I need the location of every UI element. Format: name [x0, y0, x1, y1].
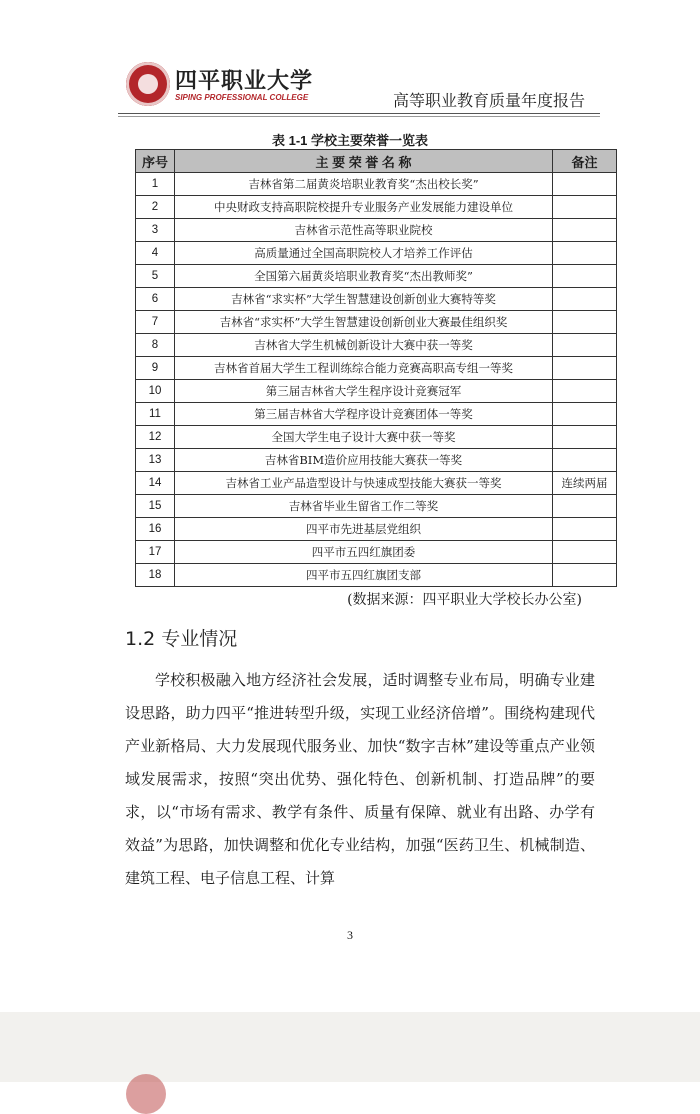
table-row — [136, 564, 617, 587]
data-source-note: (数据来源：四平职业大学校长办公室) — [347, 592, 582, 608]
cell-note: 连续两届 — [553, 472, 617, 495]
cell-honor-name: 高质量通过全国高职院校人才培养工作评估 — [175, 242, 553, 265]
table-row — [136, 495, 617, 518]
page-gap — [0, 1012, 700, 1082]
cell-note — [553, 357, 617, 380]
cell-honor-name: 中央财政支持高职院校提升专业服务产业发展能力建设单位 — [175, 196, 553, 219]
page-number: 3 — [347, 928, 353, 942]
cell-note — [553, 518, 617, 541]
cell-note — [553, 380, 617, 403]
cell-number: 14 — [136, 472, 175, 495]
cell-number: 9 — [136, 357, 175, 380]
cell-honor-name: 吉林省“求实杯”大学生智慧建设创新创业大赛最佳组织奖 — [175, 311, 553, 334]
table-row — [136, 334, 617, 357]
honors-table — [135, 149, 617, 587]
table-row — [136, 219, 617, 242]
header-divider-secondary — [118, 116, 600, 117]
cell-note — [553, 334, 617, 357]
cell-number: 17 — [136, 541, 175, 564]
cell-honor-name: 吉林省示范性高等职业院校 — [175, 219, 553, 242]
cell-honor-name: 吉林省大学生机械创新设计大赛中获一等奖 — [175, 334, 553, 357]
cell-note — [553, 219, 617, 242]
table-row — [136, 288, 617, 311]
cell-number: 6 — [136, 288, 175, 311]
cell-honor-name: 四平市先进基层党组织 — [175, 518, 553, 541]
college-name-cn: 四平职业大学 — [175, 68, 314, 94]
cell-number: 7 — [136, 311, 175, 334]
cell-number: 15 — [136, 495, 175, 518]
cell-note — [553, 541, 617, 564]
cell-note — [553, 449, 617, 472]
header-cell-honor-name: 主 要 荣 誉 名 称 — [175, 150, 553, 173]
cell-number: 4 — [136, 242, 175, 265]
cell-number: 8 — [136, 334, 175, 357]
cell-honor-name: 四平市五四红旗团委 — [175, 541, 553, 564]
table-row — [136, 196, 617, 219]
table-row — [136, 426, 617, 449]
report-title: 高等职业教育质量年度报告 — [392, 91, 585, 110]
table-row — [136, 472, 617, 495]
table-row — [136, 242, 617, 265]
cell-note — [553, 288, 617, 311]
cell-number: 5 — [136, 265, 175, 288]
cell-honor-name: 四平市五四红旗团支部 — [175, 564, 553, 587]
cell-honor-name: 吉林省第二届黄炎培职业教育奖“杰出校长奖” — [175, 173, 553, 196]
cell-number: 13 — [136, 449, 175, 472]
cell-honor-name: 第三届吉林省大学生程序设计竞赛冠军 — [175, 380, 553, 403]
table-row — [136, 311, 617, 334]
cell-honor-name: 全国第六届黄炎培职业教育奖“杰出教师奖” — [175, 265, 553, 288]
table-row — [136, 541, 617, 564]
cell-number: 10 — [136, 380, 175, 403]
cell-honor-name: 全国大学生电子设计大赛中获一等奖 — [175, 426, 553, 449]
table-row — [136, 173, 617, 196]
cell-number: 1 — [136, 173, 175, 196]
table-header-row — [136, 150, 617, 173]
cell-number: 16 — [136, 518, 175, 541]
cell-note — [553, 196, 617, 219]
college-name-en: SIPING PROFESSIONAL COLLEGE — [175, 93, 309, 102]
cell-note — [553, 495, 617, 518]
cell-honor-name: 第三届吉林省大学程序设计竞赛团体一等奖 — [175, 403, 553, 426]
cell-note — [553, 265, 617, 288]
table-row — [136, 380, 617, 403]
cell-honor-name: 吉林省毕业生留省工作二等奖 — [175, 495, 553, 518]
cell-note — [553, 403, 617, 426]
header-cell-note: 备注 — [553, 150, 617, 173]
table-row — [136, 357, 617, 380]
cell-note — [553, 426, 617, 449]
cell-honor-name: 吉林省工业产品造型设计与快速成型技能大赛获一等奖 — [175, 472, 553, 495]
cell-number: 11 — [136, 403, 175, 426]
cell-honor-name: 吉林省首届大学生工程训练综合能力竞赛高职高专组一等奖 — [175, 357, 553, 380]
cell-number: 3 — [136, 219, 175, 242]
section-paragraph: 学校积极融入地方经济社会发展，适时调整专业布局，明确专业建设思路，助力四平“推进转型升级，实现工业经济倍增”。围绕构建现代产业新格局、大力发展现代服务业、加快“数字吉林”建设等重点产业领域发展需求，按照“突出优势、强化特色、创新机制、打造品牌”的要求，以“市场有需求、教学有条件、质量有保障、就业有出路、办学有效益”为思路，加快调整和优化专业结构，加强“医药卫生、机械制造、建筑工程、电子信息工程、计算 — [125, 671, 595, 887]
table-row — [136, 449, 617, 472]
table-row — [136, 518, 617, 541]
cell-honor-name: 吉林省“求实杯”大学生智慧建设创新创业大赛特等奖 — [175, 288, 553, 311]
college-seal-logo — [126, 62, 170, 106]
cell-honor-name: 吉林省BIM造价应用技能大赛获一等奖 — [175, 449, 553, 472]
table-row — [136, 403, 617, 426]
table-caption: 表 1-1 学校主要荣誉一览表 — [271, 133, 428, 148]
table-row — [136, 265, 617, 288]
cell-number: 18 — [136, 564, 175, 587]
header-cell-number: 序号 — [136, 150, 175, 173]
next-page-seal-logo — [126, 1074, 166, 1114]
cell-note — [553, 311, 617, 334]
cell-number: 2 — [136, 196, 175, 219]
cell-number: 12 — [136, 426, 175, 449]
cell-note — [553, 242, 617, 265]
cell-note — [553, 564, 617, 587]
header-divider — [118, 113, 600, 114]
cell-note — [553, 173, 617, 196]
section-heading: 1.2 专业情况 — [125, 628, 238, 650]
